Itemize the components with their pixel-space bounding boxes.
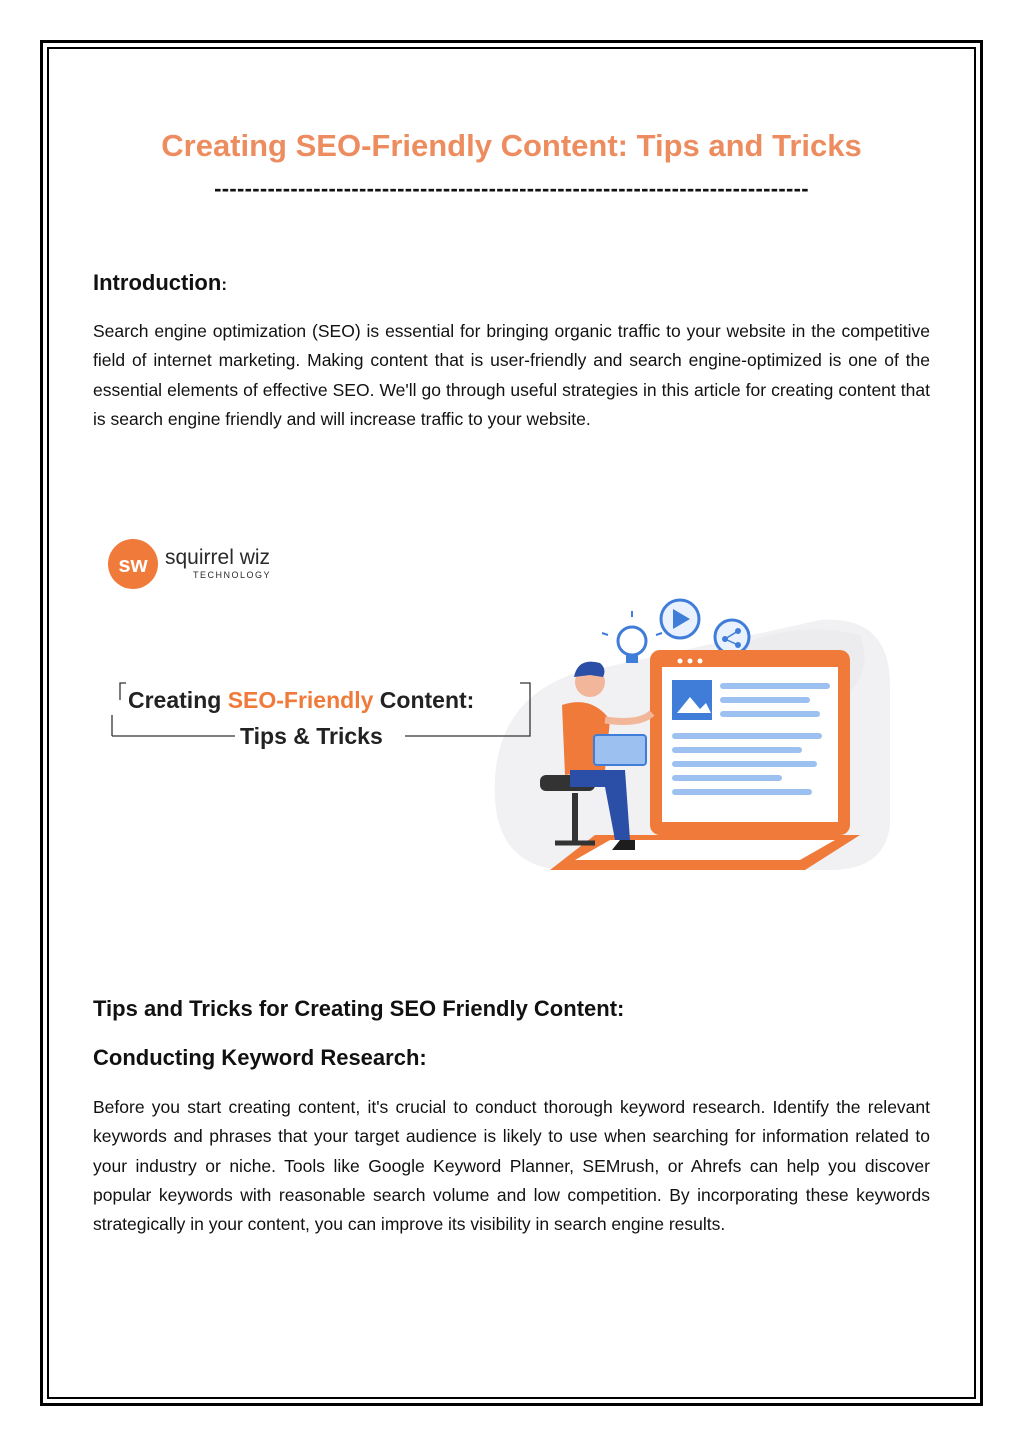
share-icon (715, 620, 749, 654)
intro-heading (93, 270, 227, 296)
banner-illustration (100, 525, 900, 880)
small-laptop (594, 735, 646, 765)
headline-rule-left (112, 715, 235, 736)
intro-heading-colon: : (221, 275, 227, 294)
brand-subtitle: TECHNOLOGY (193, 570, 272, 580)
intro-heading-text: Introduction (93, 270, 222, 295)
logo-mark: sw (118, 552, 148, 577)
tips-heading: Tips and Tricks for Creating SEO Friendly Content: (93, 996, 625, 1021)
document-title: Creating SEO-Friendly Content: Tips and Tricks (161, 128, 862, 163)
play-icon (661, 600, 699, 638)
banner-image (100, 525, 900, 880)
brand-name: squirrel wiz (165, 546, 271, 569)
intro-paragraph: Search engine optimization (SEO) is essential for bringing organic traffic to your website in the competitive field of internet marketing. Making content that is user-friendly and search engine-optimized is one of the essential elements of effective SEO. We'll go through useful strategies in this article for creating content that is search engine friendly and will increase traffic to your website. (93, 321, 930, 429)
headline-line-2: Tips & Tricks (240, 723, 383, 749)
headline-line-1: Creating SEO-Friendly Content: (128, 687, 475, 713)
banner-headline (112, 683, 530, 749)
headline-bracket-left (120, 683, 126, 700)
keyword-research-heading: Conducting Keyword Research: (93, 1045, 427, 1070)
title-divider: ------------------------------------------------------------------------------ (214, 176, 809, 201)
keyword-research-paragraph: Before you start creating content, it's crucial to conduct thorough keyword research. Identify the relevant keywords and phrases that your target audience is likely to use when searching for information related to your industry or niche. Tools like Google Keyword Planner, SEMrush, or Ahrefs can help you discover popular keywords with reasonable search volume and low competition. By incorporating these keywords strategically in your content, you can improve its visibility in search engine results. (93, 1097, 930, 1235)
company-logo (108, 539, 271, 589)
